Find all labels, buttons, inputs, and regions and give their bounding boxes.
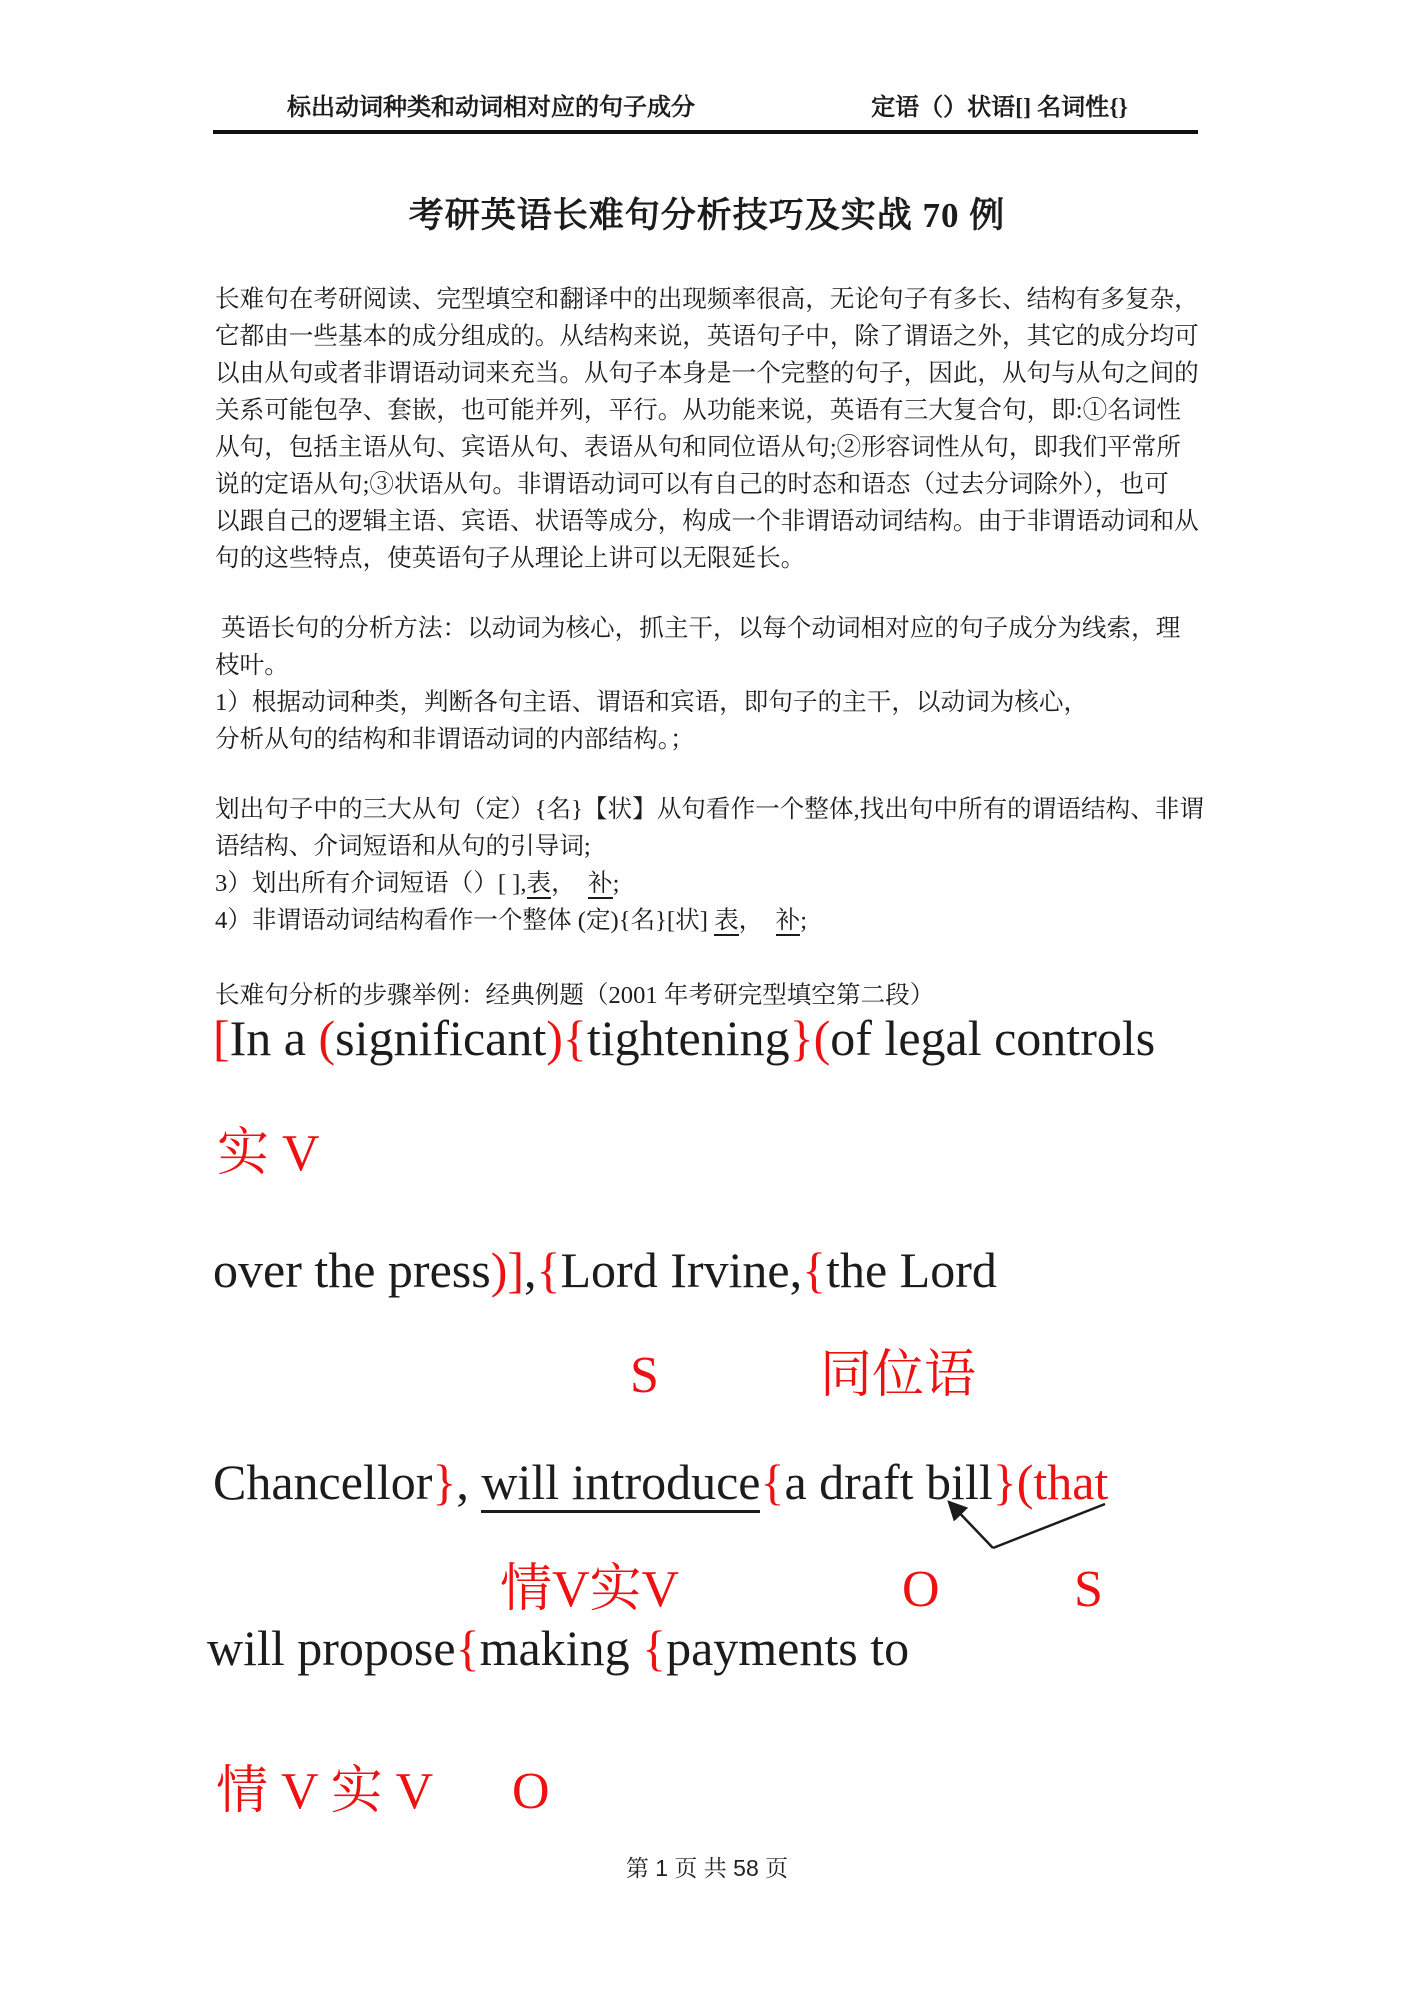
text-line: 句的这些特点，使英语句子从理论上讲可以无限延长。 [215, 545, 806, 572]
red-marker-text: { [536, 1242, 561, 1298]
object-annotation-1: O [902, 1561, 940, 1618]
sentence-line-2 [213, 1238, 997, 1302]
text-segment: ; [612, 870, 620, 897]
subject-annotation: S [630, 1347, 659, 1404]
text-line [215, 828, 1225, 865]
header-left-label: 标出动词种类和动词相对应的句子成分 [287, 95, 695, 121]
red-marker-text: )] [490, 1242, 524, 1298]
text-segment: significant [335, 1010, 547, 1066]
text-segment: , [456, 1454, 482, 1510]
text-segment: will propose [207, 1620, 456, 1676]
underlined-text: 表 [714, 907, 739, 934]
verb-annotation-1: 实 V [217, 1125, 320, 1182]
text-segment: 3）划出所有介词短语（）[ ], [215, 870, 527, 897]
text-line: 长难句在考研阅读、完型填空和翻译中的出现频率很高，无论句子有多长、结构有多复杂， [215, 286, 1199, 313]
red-marker-text: }(that [992, 1454, 1109, 1510]
text-line [215, 865, 1225, 902]
text-segment: Chancellor [213, 1454, 433, 1510]
header-right-label: 定语（）状语[] 名词性{} [871, 95, 1128, 121]
sentence-line-1 [213, 1006, 1155, 1070]
page-header [213, 88, 1198, 134]
text-segment: 划出句子中的三大从句（定）{名}【状】从句看作一个整体,找出句中所有的谓语结构、非谓 [215, 796, 1204, 823]
red-marker-text: { [802, 1242, 827, 1298]
text-segment: ; [800, 907, 808, 934]
text-segment: of legal controls [830, 1010, 1156, 1066]
red-marker-text: { [760, 1454, 785, 1510]
text-segment: Lord Irvine, [560, 1242, 803, 1298]
text-segment: over the press [213, 1242, 491, 1298]
text-line: 1）根据动词种类，判断各句主语、谓语和宾语，即句子的主干，以动词为核心， [215, 689, 1089, 716]
page-title: 考研英语长难句分析技巧及实战 70 例 [408, 196, 1006, 235]
text-segment: ， [738, 907, 776, 934]
text-segment: , [524, 1242, 537, 1298]
page-number: 第 1 页 共 58 页 [625, 1855, 789, 1881]
intro-paragraph [215, 281, 1225, 577]
steps-paragraph [215, 791, 1225, 939]
text-line [215, 902, 1225, 939]
text-line: 关系可能包孕、套嵌，也可能并列，平行。从功能来说，英语有三大复合句，即:①名词性 [215, 397, 1181, 424]
subject-annotation-2: S [1074, 1561, 1103, 1618]
apposition-annotation: 同位语 [820, 1347, 977, 1404]
method-paragraph [215, 610, 1225, 758]
text-segment: a draft bill [784, 1454, 993, 1510]
text-segment: ， [551, 870, 589, 897]
underlined-text: 表 [526, 870, 552, 897]
example-caption: 长难句分析的步骤举例：经典例题（2001 年考研完型填空第二段） [215, 982, 935, 1009]
text-segment: payments to [666, 1620, 910, 1676]
text-line: 说的定语从句;③状语从句。非谓语动词可以有自己的时态和语态（过去分词除外），也可 [215, 471, 1169, 498]
text-line: 枝叶。 [215, 652, 289, 679]
text-segment: In a [229, 1010, 319, 1066]
text-line: 以由从句或者非谓语动词来充当。从句子本身是一个完整的句子，因此，从句与从句之间的 [215, 360, 1199, 387]
text-segment: the Lord [826, 1242, 997, 1298]
red-marker-text: } [432, 1454, 457, 1510]
red-marker-text: [ [213, 1010, 230, 1066]
text-line: 英语长句的分析方法：以动词为核心，抓主干，以每个动词相对应的句子成分为线索，理 [215, 615, 1181, 642]
sentence-line-4 [207, 1616, 909, 1680]
red-marker-text: }( [789, 1010, 831, 1066]
text-line: 从句，包括主语从句、宾语从句、表语从句和同位语从句;②形容词性从句，即我们平常所 [215, 434, 1181, 461]
underlined-text: will introduce [481, 1454, 760, 1513]
red-marker-text: { [455, 1620, 480, 1676]
text-line: 以跟自己的逻辑主语、宾语、状语等成分，构成一个非谓语动词结构。由于非谓语动词和从 [215, 508, 1199, 535]
text-segment: 语结构、介词短语和从句的引导词; [215, 833, 591, 860]
verb-annotation-2: 情V实V [500, 1561, 680, 1618]
red-marker-text: { [642, 1620, 667, 1676]
verb-annotation-3: 情 V 实 V [216, 1763, 434, 1820]
text-line: 分析从句的结构和非谓语动词的内部结构。； [215, 726, 695, 753]
red-marker-text: ( [318, 1010, 336, 1066]
underlined-text: 补 [588, 870, 613, 897]
text-line: 它都由一些基本的成分组成的。从结构来说，英语句子中，除了谓语之外，其它的成分均可 [215, 323, 1199, 350]
text-segment: making [479, 1620, 643, 1676]
annotation-arrow [933, 1490, 1118, 1565]
object-annotation-2: O [512, 1763, 550, 1820]
text-line [215, 791, 1225, 828]
underlined-text: 补 [775, 907, 801, 934]
text-segment: 4）非谓语动词结构看作一个整体 (定){名}[状] [215, 907, 715, 934]
text-segment: tightening [586, 1010, 790, 1066]
red-marker-text: ){ [546, 1010, 587, 1066]
